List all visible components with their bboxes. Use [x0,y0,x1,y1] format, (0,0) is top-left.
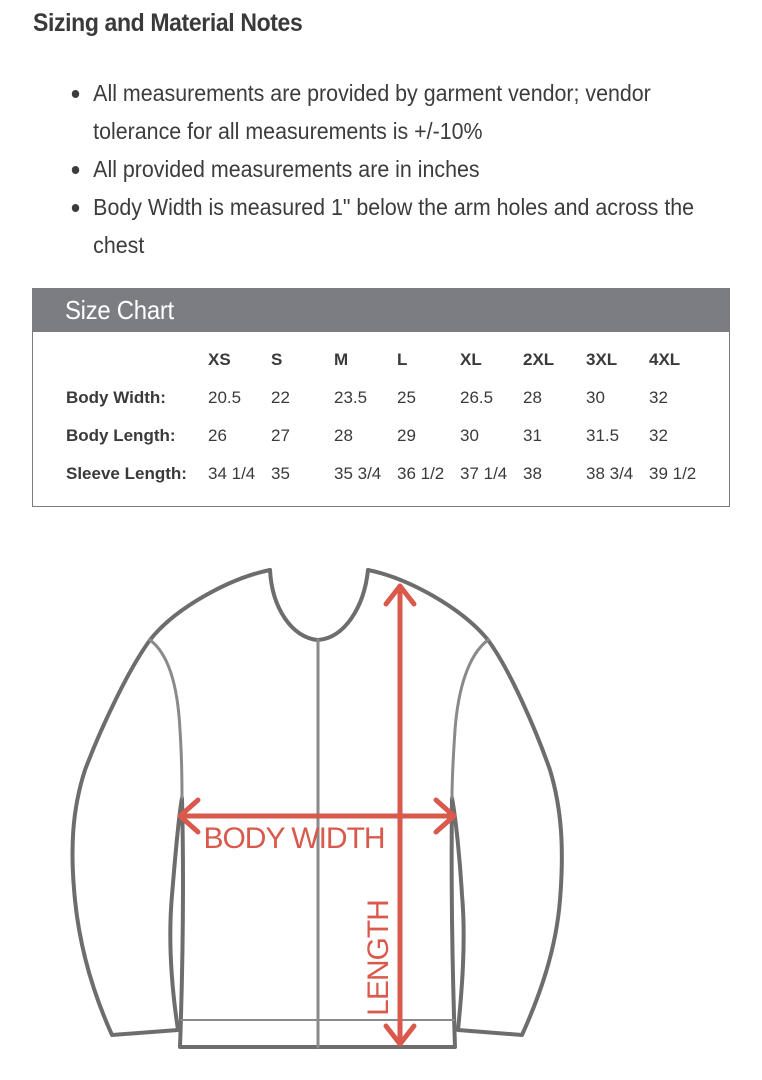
size-header: 2XL [523,350,555,369]
table-row [66,379,709,417]
table-cell: 23.5 [334,388,368,407]
table-row [66,455,709,493]
table-cell: 38 [523,464,542,483]
sweatshirt-outline-icon [72,570,561,1047]
table-cell: 34 1/4 [208,464,256,483]
table-cell: 30 [586,388,605,407]
bullet-icon [72,166,79,174]
body-width-label: BODY WIDTH [203,822,385,855]
note-item [69,74,744,150]
length-label: LENGTH [362,900,395,1016]
size-header: 4XL [649,350,681,369]
table-cell: 28 [523,388,542,407]
table-cell: 39 1/2 [649,464,697,483]
table-cell: 32 [649,388,668,407]
table-cell: 29 [397,426,416,445]
size-chart-table [66,341,709,493]
bullet-icon [72,90,79,98]
notes-list [69,74,739,264]
note-text: All measurements are provided by garment vendor; vendor tolerance for all measurements is +/-10% [93,80,651,144]
left-sleeve-seam [150,640,182,798]
size-header: M [334,350,349,369]
right-sleeve-seam [452,640,488,798]
note-text: Body Width is measured 1" below the arm holes and across the chest [93,194,695,258]
table-cell: 32 [649,426,668,445]
table-cell: 28 [334,426,353,445]
size-chart-header [33,289,729,332]
table-cell: 36 1/2 [397,464,445,483]
table-cell: 35 3/4 [334,464,382,483]
table-cell: 20.5 [208,388,242,407]
size-header: L [397,350,408,369]
table-row [66,417,709,455]
table-cell: 27 [271,426,290,445]
size-chart-title: Size Chart [65,295,174,325]
table-cell: 30 [460,426,479,445]
table-cell: 25 [397,388,416,407]
size-chart-box [32,288,730,507]
size-header-row [66,341,709,379]
size-header: S [271,350,283,369]
table-cell: 35 [271,464,290,483]
row-label: Body Width: [66,388,166,407]
row-label: Sleeve Length: [66,464,187,483]
table-cell: 38 3/4 [586,464,634,483]
corner-cell [66,341,208,379]
size-header: XS [208,350,231,369]
table-cell: 31 [523,426,542,445]
table-cell: 26 [208,426,227,445]
garment-diagram [0,520,762,1080]
table-cell: 31.5 [586,426,620,445]
bullet-icon [72,204,79,212]
note-item [69,150,744,188]
size-header: XL [460,350,482,369]
table-cell: 26.5 [460,388,494,407]
row-label: Body Length: [66,426,176,445]
page-heading: Sizing and Material Notes [33,9,303,37]
note-item [69,188,744,264]
neckline [270,570,368,640]
note-text: All provided measurements are in inches [93,156,480,182]
table-cell: 37 1/4 [460,464,508,483]
table-cell: 22 [271,388,290,407]
size-header: 3XL [586,350,618,369]
